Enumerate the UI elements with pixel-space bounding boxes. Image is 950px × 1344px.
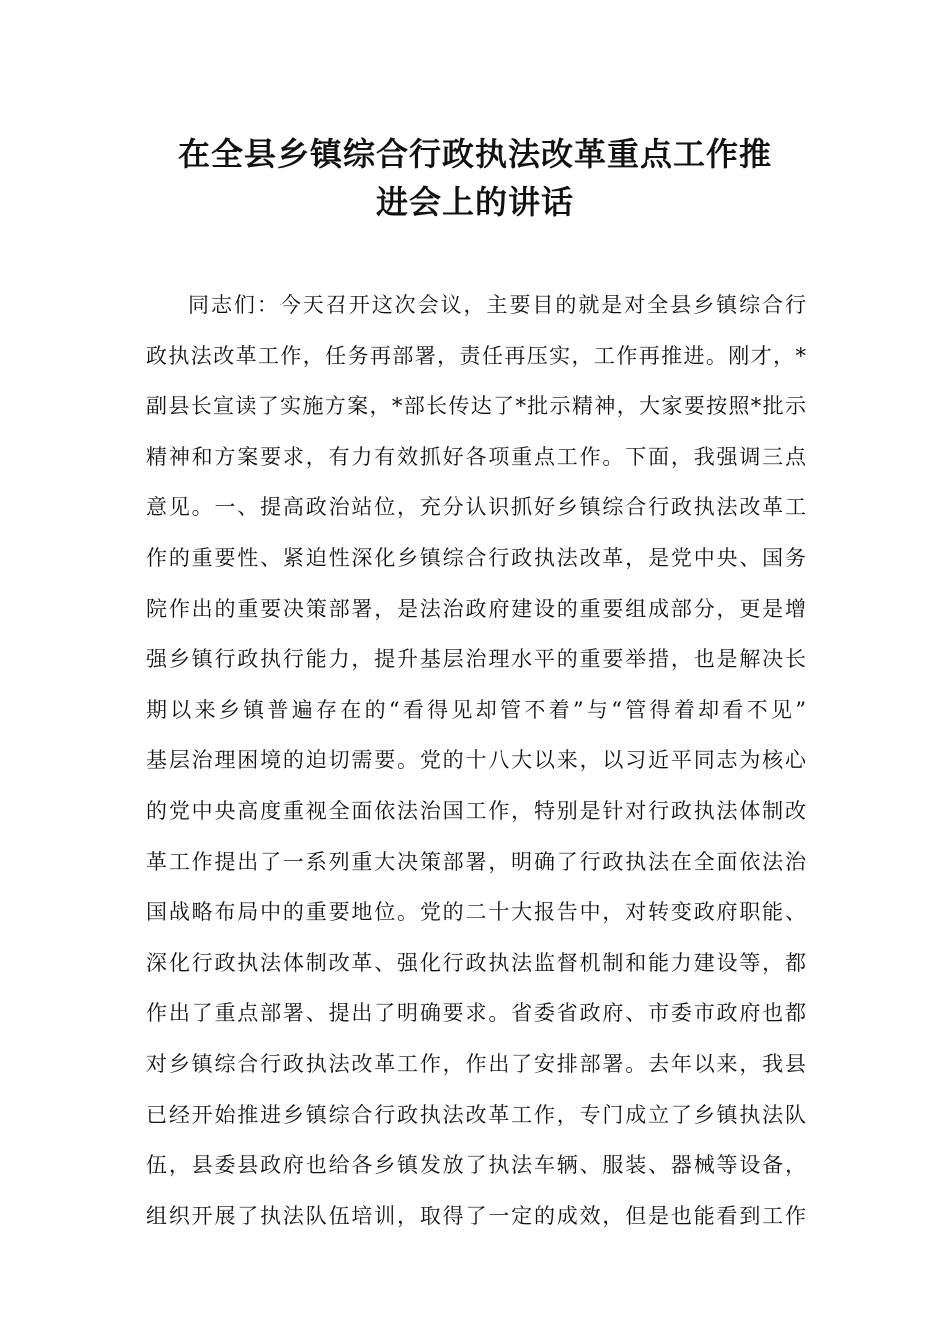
body-line: 对乡镇综合行政执法改革工作，作出了安排部署。去年以来，我县 [146,1051,806,1076]
body-line: 深化行政执法体制改革、强化行政执法监督机制和能力建设等，都 [146,950,806,975]
body-line: 组织开展了执法队伍培训，取得了一定的成效，但是也能看到工作 [146,1203,806,1228]
body-line: 国战略布局中的重要地位。党的二十大报告中，对转变政府职能、 [146,900,806,925]
body-line: 同志们：今天召开这次会议，主要目的就是对全县乡镇综合行 [188,293,806,317]
body-line: 作的重要性、紧迫性深化乡镇综合行政执法改革，是党中央、国务 [146,545,806,570]
body-line: 政执法改革工作，任务再部署，责任再压实，工作再推进。刚才，* [146,343,806,368]
body-line: 副县长宣读了实施方案，*部长传达了*批示精神，大家要按照*批示 [146,394,806,419]
body-line: 强乡镇行政执行能力，提升基层治理水平的重要举措，也是解决长 [146,647,806,672]
body-line: 作出了重点部署、提出了明确要求。省委省政府、市委市政府也都 [146,1001,806,1026]
body-line: 意见。一、提高政治站位，充分认识抓好乡镇综合行政执法改革工 [146,495,806,520]
body-line: 院作出的重要决策部署，是法治政府建设的重要组成部分，更是增 [146,596,806,621]
body-line: 精神和方案要求，有力有效抓好各项重点工作。下面，我强调三点 [146,444,806,469]
title-line: 进会上的讲话 [375,183,574,221]
body-line: 革工作提出了一系列重大决策部署，明确了行政执法在全面依法治 [146,849,806,874]
body-line: 基层治理困境的迫切需要。党的十八大以来，以习近平同志为核心 [146,748,806,773]
title-line: 在全县乡镇综合行政执法改革重点工作推 [177,135,772,173]
body-line: 已经开始推进乡镇综合行政执法改革工作，专门成立了乡镇执法队 [146,1102,806,1127]
document-title [120,130,830,226]
body-line: 的党中央高度重视全面依法治国工作，特别是针对行政执法体制改 [146,798,806,823]
speech-body [146,280,806,1241]
body-line: 期以来乡镇普遍存在的“看得见却管不着”与“管得着却看不见” [146,697,806,722]
body-line: 伍，县委县政府也给各乡镇发放了执法车辆、服装、器械等设备， [146,1153,806,1178]
